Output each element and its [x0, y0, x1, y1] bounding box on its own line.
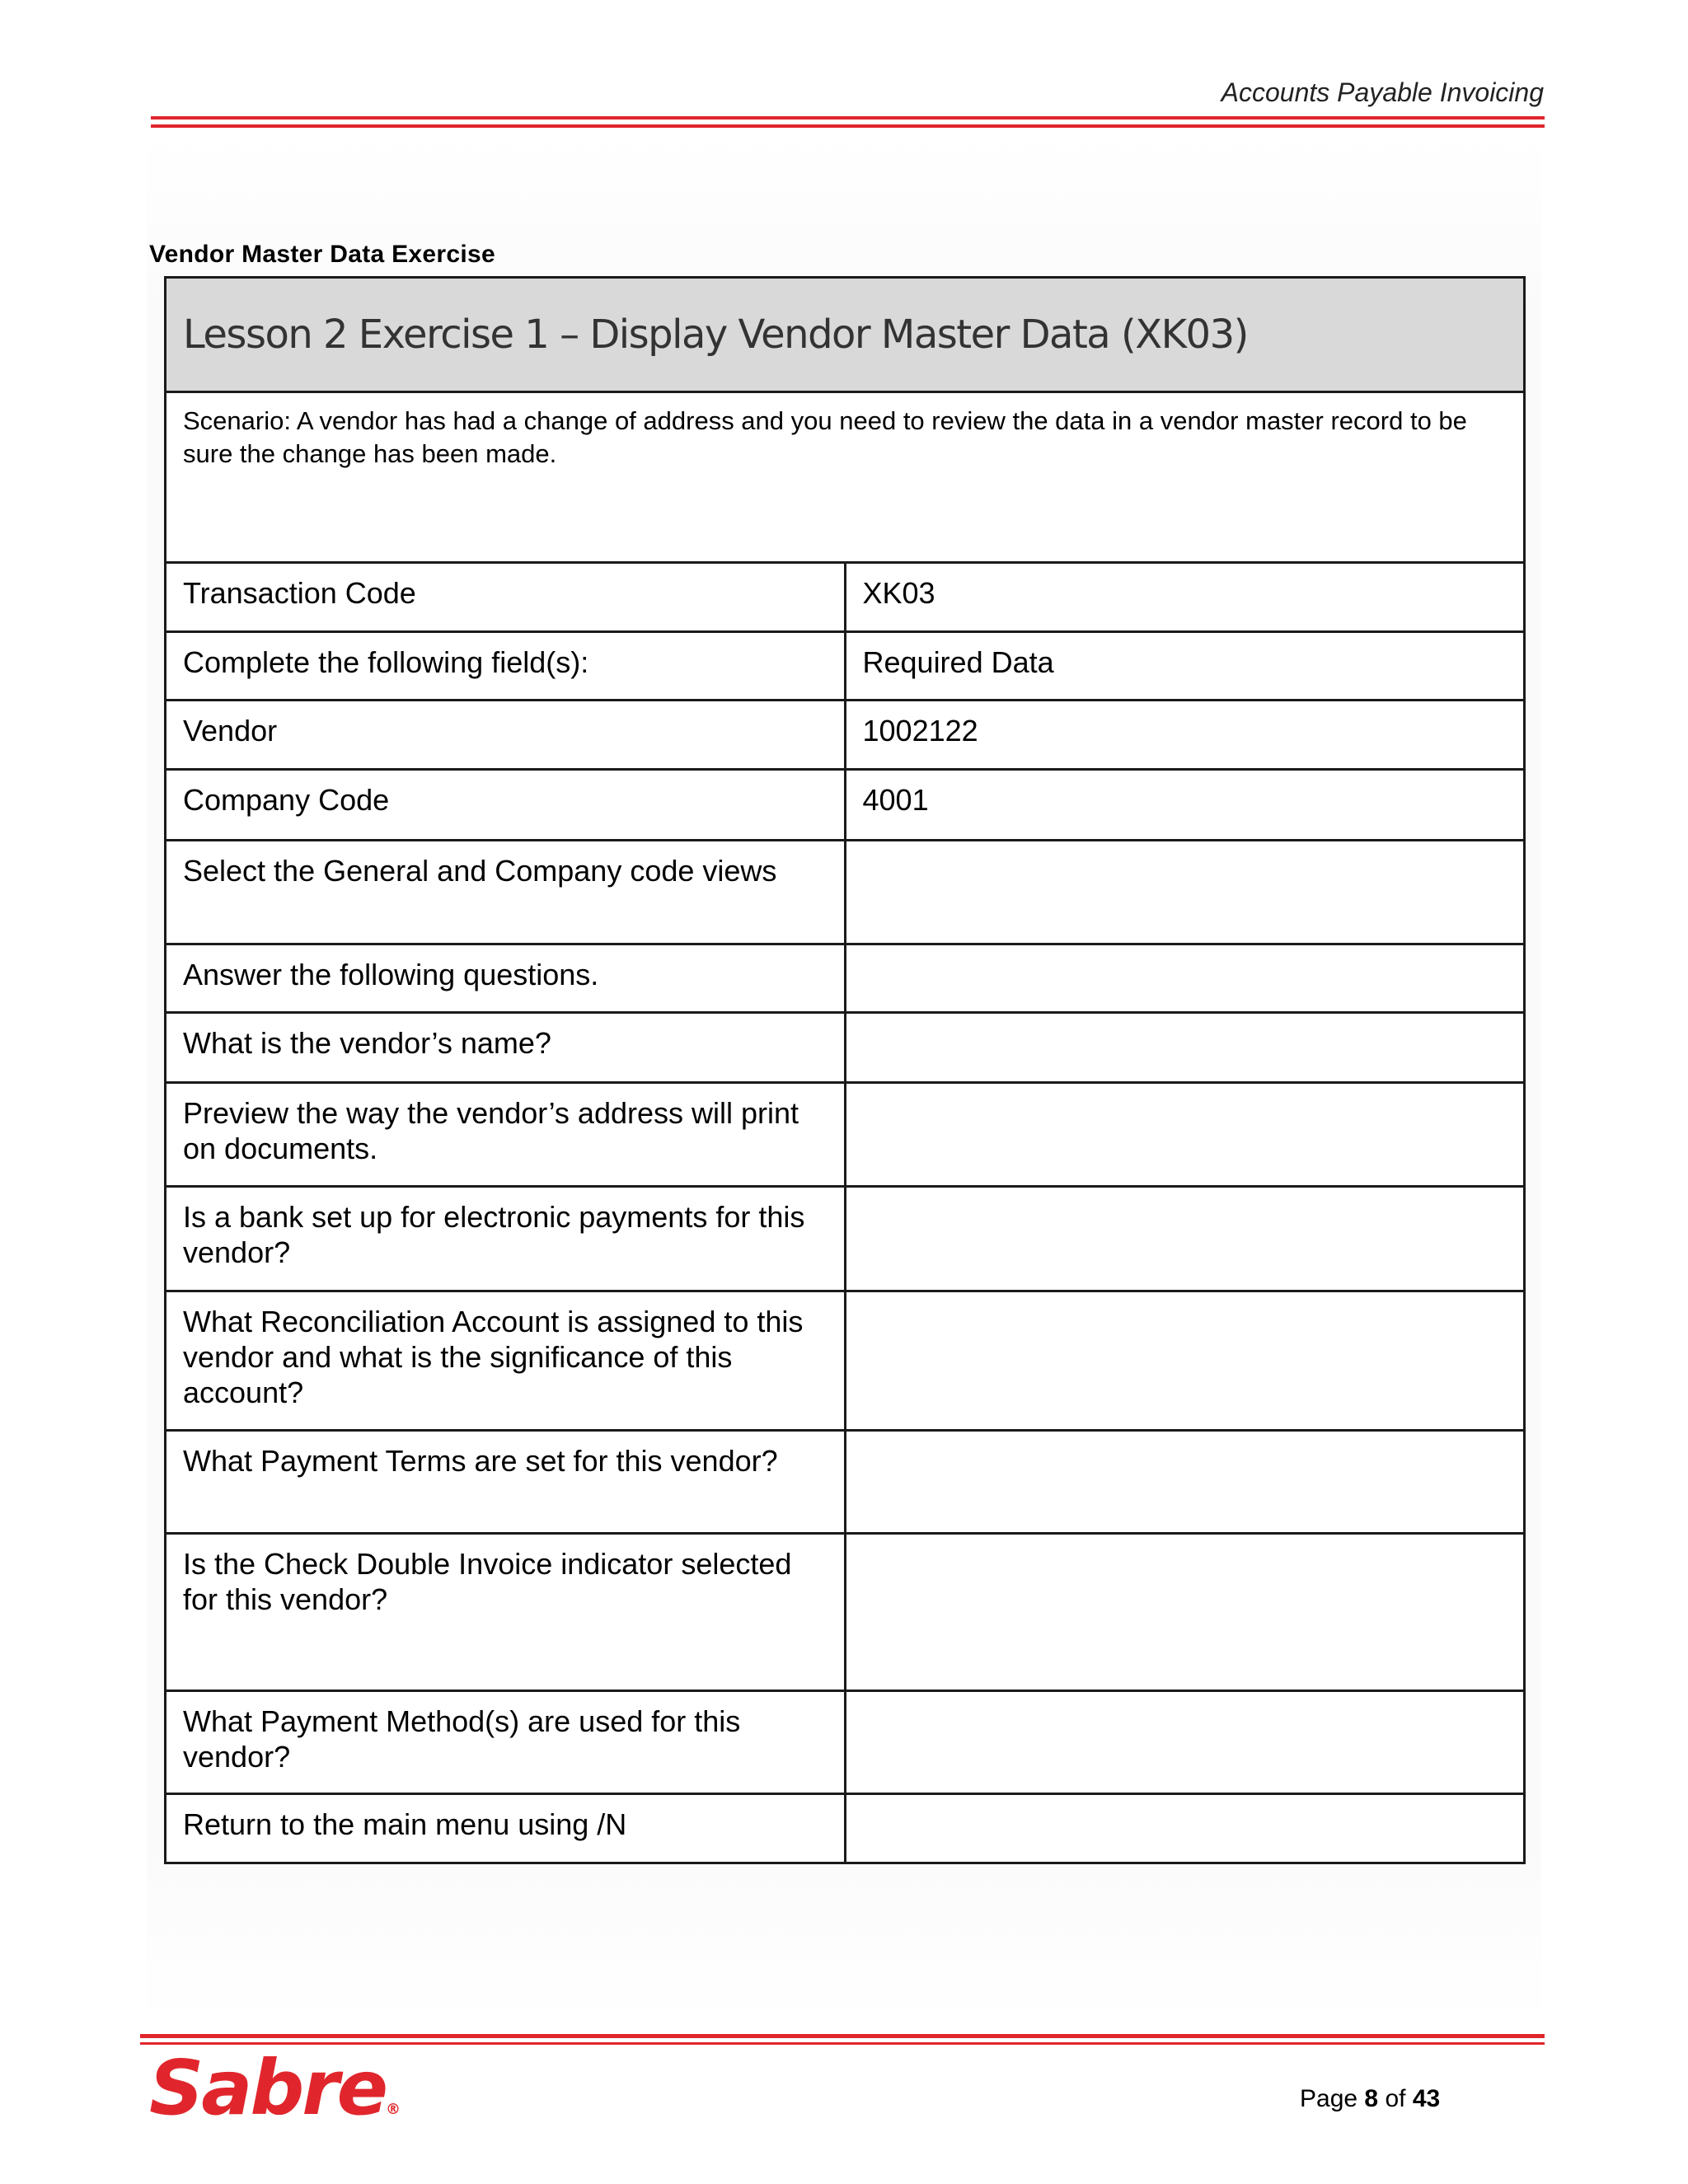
- row-label: Is the Check Double Invoice indicator selected for this vendor?: [166, 1534, 846, 1691]
- row-label: Complete the following field(s):: [166, 632, 846, 701]
- table-row: [166, 841, 1525, 944]
- row-value: [845, 1794, 1525, 1863]
- row-value: [845, 1291, 1525, 1431]
- row-label: What is the vendor’s name?: [166, 1013, 846, 1083]
- row-value: [845, 1691, 1525, 1794]
- table-row: [166, 1083, 1525, 1187]
- row-value: [845, 1187, 1525, 1291]
- table-row: [166, 1794, 1525, 1863]
- row-label: Select the General and Company code views: [166, 841, 846, 944]
- row-value: 1002122: [845, 701, 1525, 770]
- table-row: [166, 1691, 1525, 1794]
- row-value: XK03: [845, 563, 1525, 632]
- scenario-text: Scenario: A vendor has had a change of address and you need to review the data in a vendor master record to be sure the change has been made.: [166, 392, 1525, 563]
- footer-rule-upper: [140, 2034, 1545, 2038]
- row-value: [845, 1431, 1525, 1534]
- row-label: Transaction Code: [166, 563, 846, 632]
- table-row: [166, 1534, 1525, 1691]
- table-row: [166, 632, 1525, 701]
- document-header-title: Accounts Payable Invoicing: [1221, 77, 1544, 107]
- table-row: [166, 1291, 1525, 1431]
- page-separator: of: [1385, 2085, 1406, 2112]
- scenario-row: [166, 392, 1525, 563]
- page-prefix: Page: [1300, 2085, 1358, 2112]
- row-label: Company Code: [166, 770, 846, 841]
- header-rule-lower: [151, 124, 1545, 128]
- row-value: [845, 1534, 1525, 1691]
- section-heading: Vendor Master Data Exercise: [149, 241, 495, 268]
- row-label: Return to the main menu using /N: [166, 1794, 846, 1863]
- exercise-title: Lesson 2 Exercise 1 – Display Vendor Master Data (XK03): [166, 278, 1525, 392]
- table-row: [166, 944, 1525, 1013]
- row-value: [845, 1083, 1525, 1187]
- row-label: What Payment Method(s) are used for this vendor?: [166, 1691, 846, 1794]
- table-row: [166, 770, 1525, 841]
- page-total: 43: [1412, 2085, 1441, 2112]
- row-label: Preview the way the vendor’s address will print on documents.: [166, 1083, 846, 1187]
- header-rule-upper: [151, 116, 1545, 120]
- row-value: [845, 944, 1525, 1013]
- row-value: Required Data: [845, 632, 1525, 701]
- row-label: Answer the following questions.: [166, 944, 846, 1013]
- exercise-table: [164, 276, 1526, 1864]
- table-row: [166, 1431, 1525, 1534]
- row-label: Vendor: [166, 701, 846, 770]
- exercise-title-row: [166, 278, 1525, 392]
- sabre-logo-text: Sabre: [149, 2044, 386, 2132]
- row-value: [845, 1013, 1525, 1083]
- row-label: Is a bank set up for electronic payments for this vendor?: [166, 1187, 846, 1291]
- row-label: What Reconciliation Account is assigned to this vendor and what is the significance of this account?: [166, 1291, 846, 1431]
- sabre-logo: [149, 2044, 401, 2132]
- row-value: [845, 841, 1525, 944]
- registered-mark: ®: [385, 2101, 401, 2118]
- page-number: [1300, 2085, 1440, 2113]
- table-row: [166, 1013, 1525, 1083]
- row-label: What Payment Terms are set for this vendor?: [166, 1431, 846, 1534]
- page-current: 8: [1364, 2085, 1379, 2112]
- table-row: [166, 1187, 1525, 1291]
- table-row: [166, 563, 1525, 632]
- table-row: [166, 701, 1525, 770]
- row-value: 4001: [845, 770, 1525, 841]
